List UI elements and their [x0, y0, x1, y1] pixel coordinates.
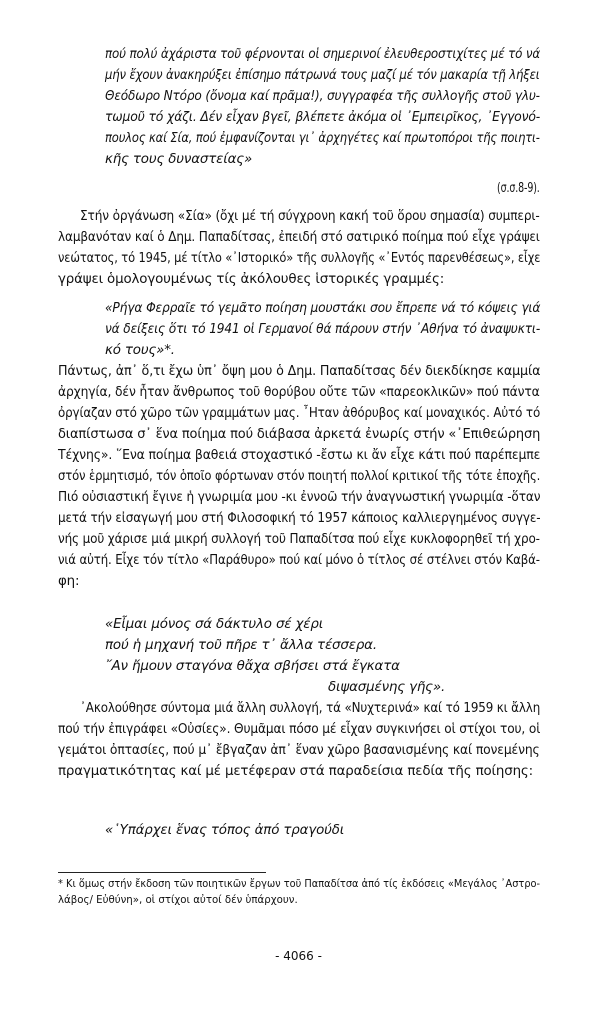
text-line: νεώτατος, τό 1945, μέ τίτλο «᾽Ιστορικό» τῆς συλλογῆς «᾽Εντός παρενθέσεως», εἶχε [58, 251, 541, 266]
text-line: πουλος καί Σία, πού ἐμφανίζονται γι᾽ ἀρχηγέτες καί πρωτοπόροι τῆς ποιητι- [105, 131, 540, 146]
text-line: Πιό οὐσιαστική ἔγινε ἡ γνωριμία μου -κι ἐννοῶ τήν ἀναγνωστική γνωριμία -ὅταν [58, 490, 541, 505]
text-line: νιά αὐτή. Εἶχε τόν τίτλο «Παράθυρο» πού καί μόνο ὁ τίτλος σέ στέλνει στόν Καβά- [58, 553, 540, 568]
page-number: - 4066 - [275, 949, 322, 963]
footnote-separator [58, 872, 266, 873]
text-line: νής μοῦ χάρισε μιά μικρή συλλογή τοῦ Παπαδίτσα πού εἶχε κυκλοφορηθεῖ τή χρο- [58, 532, 540, 547]
footnote-line-2: λάβος/ Εὐθύνη», οἱ στίχοι αὐτοί δέν ὑπάρχουν. [58, 895, 298, 906]
text-line: γεμάτοι ὀπτασίες, πού μ᾽ ἔβγαζαν ἀπ᾽ ἕναν χῶρο βασανισμένης καί πονεμένης [58, 743, 540, 758]
text-line: μήν ἔχουν ἀνακηρύξει ἐπίσημο πάτρωνά τους μαζί μέ τόν μακαρία τῇ λήξει [105, 68, 540, 83]
text-line: ὀργίαζαν στό χῶρο τῶν γραμμάτων μας. ῏Ηταν ἀθόρυβος καί μοναχικός. Αὐτό τό [58, 406, 541, 421]
text-line: γράψει ὁμολογουμένως τίς ἀκόλουθες ἱστορικές γραμμές: [58, 272, 445, 287]
text-line: «Ρήγα Φερραῖε τό γεμᾶτο ποίηση μουστάκι σου ἔπρεπε νά τό κόψεις γιά [105, 301, 541, 316]
text-line: ῎Αν ἤμουν σταγόνα θἄχα σβήσει στά ἔγκατα [105, 659, 400, 674]
footnote-line-1: * Κι ὅμως στήν ἔκδοση τῶν ποιητικῶν ἔργων τοῦ Παπαδίτσα ἀπό τίς ἐκδόσεις «Μεγάλος ᾽Αστρο- [58, 879, 541, 890]
text-line: πού τήν ἐπιγράφει «Οὐσίες». Θυμᾶμαι πόσο μέ εἶχαν συγκινήσει οἱ στίχοι του, οἱ [58, 722, 541, 737]
text-line: «Εἶμαι μόνος σά δάκτυλο σέ χέρι [105, 617, 324, 632]
text-line: πού ἡ μηχανή τοῦ πῆρε τ᾽ ἄλλα τέσσερα. [105, 638, 377, 653]
text-line: λαμβανόταν καί ὁ Δημ. Παπαδίτσας, ἐπειδή στό σατιρικό ποίημα πού εἶχε γράψει [58, 230, 540, 245]
text-line: Στήν ὀργάνωση «Σία» (ὄχι μέ τή σύγχρονη κακή τοῦ ὅρου σημασία) συμπερι- [80, 209, 540, 224]
text-line: κῆς τους δυναστείας» [105, 152, 253, 167]
text-line: Θεόδωρο Ντόρο (ὄνομα καί πρᾶμα!), συγγραφέα τῆς συλλογῆς στοῦ γλυ- [105, 89, 540, 104]
text-line: στόν ἑρμητισμό, τόν ὁποῖο φόρτωναν στόν ποιητή πολλοί κριτικοί τῆς τότε ἐποχῆς. [58, 469, 541, 484]
text-line: κό τους»*. [105, 343, 175, 358]
text-line: πραγματικότητας καί μέ μετέφεραν στά παραδείσια πεδία τῆς ποίησης: [58, 764, 534, 779]
text-line: (σ.σ.8-9). [497, 181, 540, 196]
text-line: Τέχνης». ῞Ενα ποίημα βαθειά στοχαστικό -ἔστω κι ἄν εἶχε κάτι πού παρέπεμπε [58, 448, 541, 463]
text-line: ᾽Ακολούθησε σύντομα μιά ἄλλη συλλογή, τά «Νυχτερινά» καί τό 1959 κι ἄλλη [80, 701, 541, 716]
text-line: διψασμένης γῆς». [328, 680, 446, 695]
text-line: νά δείξεις ὅτι τό 1941 οἱ Γερμανοί θά πάρουν στήν ᾽Αθήνα τό ἀναψυκτι- [105, 322, 541, 337]
text-line: πού πολύ ἀχάριστα τοῦ φέρνονται οἱ σημερινοί ἐλευθεροστιχίτες μέ τό νά [105, 47, 541, 62]
text-line: διαπίστωσα σ᾽ ἕνα ποίημα πού διάβασα ἀρκετά ἐνωρίς στήν «᾽Επιθεώρηση [58, 427, 541, 442]
text-line: τωμοῦ τό χάζι. Δέν εἶχαν βγεῖ, βλέπετε ἀκόμα οἱ ᾽Εμπειρῖκος, ᾽Εγγονό- [105, 110, 541, 125]
text-line: φη: [58, 574, 80, 589]
text-line: ἀρχηγία, δέν ἦταν ἄνθρωπος τοῦ θορύβου οὔτε τῶν «παρεοκλικῶν» πού πάντα [58, 385, 540, 400]
text-line: «῾Υπάρχει ἕνας τόπος ἀπό τραγούδι [105, 823, 345, 838]
text-line: Πάντως, ἀπ᾽ ὅ,τι ἔχω ὑπ᾽ ὄψη μου ὁ Δημ. Παπαδίτσας δέν διεκδίκησε καμμία [58, 364, 541, 379]
text-line: μετά τήν εἰσαγωγή μου στή Φιλοσοφική τό 1957 κάποιος καλλιεργημένος συγγε- [58, 511, 541, 526]
